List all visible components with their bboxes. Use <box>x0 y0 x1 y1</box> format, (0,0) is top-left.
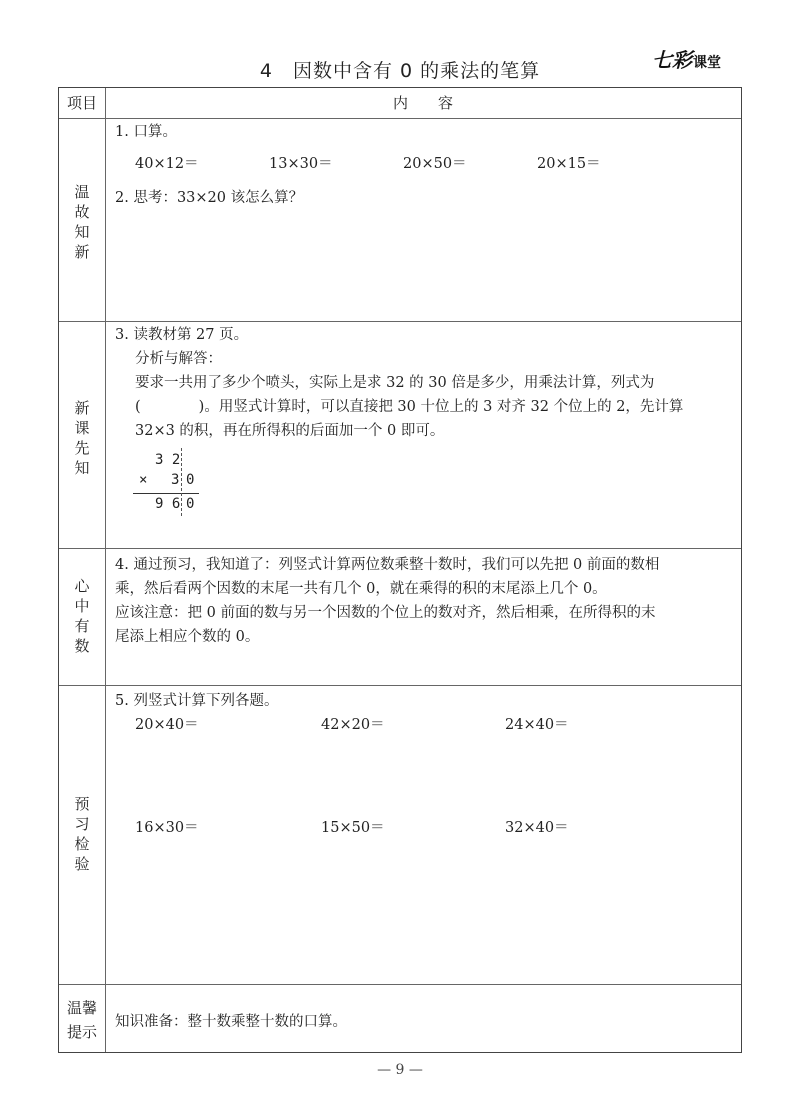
multiplier-ones: 0 <box>186 472 195 488</box>
label-char: 习 <box>74 815 90 833</box>
section-label-check <box>59 794 105 874</box>
product-digits: 9 6 <box>155 496 181 512</box>
calc-item: 40×12＝ <box>135 156 199 172</box>
row-divider <box>59 321 741 322</box>
calc-item: 20×15＝ <box>537 156 601 172</box>
header-item: 项目 <box>66 94 97 112</box>
label-char: 验 <box>74 855 90 873</box>
analysis-label: 分析与解答： <box>135 351 222 367</box>
label-char: 心 <box>74 577 90 595</box>
header-content: 内 容 <box>392 94 453 112</box>
label-line: 温馨 <box>66 999 97 1017</box>
alignment-guide <box>181 448 182 516</box>
exercise-item: 15×50＝ <box>321 820 385 836</box>
logo-text: 七彩 <box>652 48 692 72</box>
label-char: 预 <box>74 795 90 813</box>
section-label-preview <box>59 398 105 478</box>
question-3: 3. 读教材第 27 页。 <box>115 327 249 343</box>
summary-line: 尾添上相应个数的 0。 <box>115 629 260 645</box>
exercise-item: 16×30＝ <box>135 820 199 836</box>
label-char: 知 <box>74 459 90 477</box>
section-label-summary <box>59 576 105 656</box>
exercise-item: 20×40＝ <box>135 717 199 733</box>
worksheet-table <box>58 87 742 1053</box>
calc-item: 13×30＝ <box>269 156 333 172</box>
row-divider <box>59 984 741 985</box>
row-divider <box>59 685 741 686</box>
label-line: 提示 <box>66 1023 97 1041</box>
question-1: 1. 口算。 <box>115 124 177 140</box>
label-char: 新 <box>74 243 90 261</box>
page-number: — 9 — <box>377 1062 423 1078</box>
row-divider <box>59 548 741 549</box>
column-divider <box>105 88 106 1052</box>
label-char: 故 <box>74 203 90 221</box>
section-label-tip <box>59 996 105 1044</box>
label-char: 课 <box>74 419 90 437</box>
exercise-item: 42×20＝ <box>321 717 385 733</box>
calc-item: 20×50＝ <box>403 156 467 172</box>
multiplier-tens: 3 <box>171 472 180 488</box>
analysis-line: 要求一共用了多少个喷头，实际上是求 32 的 30 倍是多少，用乘法计算，列式为 <box>135 375 655 391</box>
question-2: 2. 思考：33×20 该怎么算？ <box>115 190 304 206</box>
logo-sub: 课堂 <box>693 55 721 71</box>
vertical-calculation <box>133 452 203 518</box>
multiplicand: 3 2 <box>155 452 181 468</box>
label-char: 新 <box>74 399 90 417</box>
row-divider <box>59 118 741 119</box>
summary-line: 乘，然后看两个因数的末尾一共有几个 0，就在乘得的积的末尾添上几个 0。 <box>115 581 607 597</box>
label-char: 中 <box>74 597 90 615</box>
label-char: 有 <box>74 617 90 635</box>
label-char: 数 <box>74 637 90 655</box>
question-5: 5. 列竖式计算下列各题。 <box>115 693 279 709</box>
label-char: 检 <box>74 835 90 853</box>
summary-line: 应该注意：把 0 前面的数与另一个因数的个位上的数对齐，然后相乘，在所得积的末 <box>115 605 656 621</box>
label-char: 知 <box>74 223 90 241</box>
section-label-review <box>59 182 105 262</box>
analysis-line: 32×3 的积，再在所得积的后面加一个 0 即可。 <box>135 423 445 439</box>
tip-text: 知识准备：整十数乘整十数的口算。 <box>115 1014 347 1030</box>
exercise-item: 32×40＝ <box>505 820 569 836</box>
label-char: 先 <box>74 439 90 457</box>
summary-line: 4. 通过预习，我知道了：列竖式计算两位数乘整十数时，我们可以先把 0 前面的数相 <box>115 557 660 573</box>
page-title: 4 因数中含有 0 的乘法的笔算 <box>259 60 541 82</box>
product-zero: 0 <box>186 496 195 512</box>
result-line <box>133 493 199 494</box>
times-sign: × <box>139 472 148 488</box>
exercise-item: 24×40＝ <box>505 717 569 733</box>
analysis-line: ( )。用竖式计算时，可以直接把 30 十位上的 3 对齐 32 个位上的 2，先计算 <box>135 399 684 415</box>
label-char: 温 <box>74 183 90 201</box>
